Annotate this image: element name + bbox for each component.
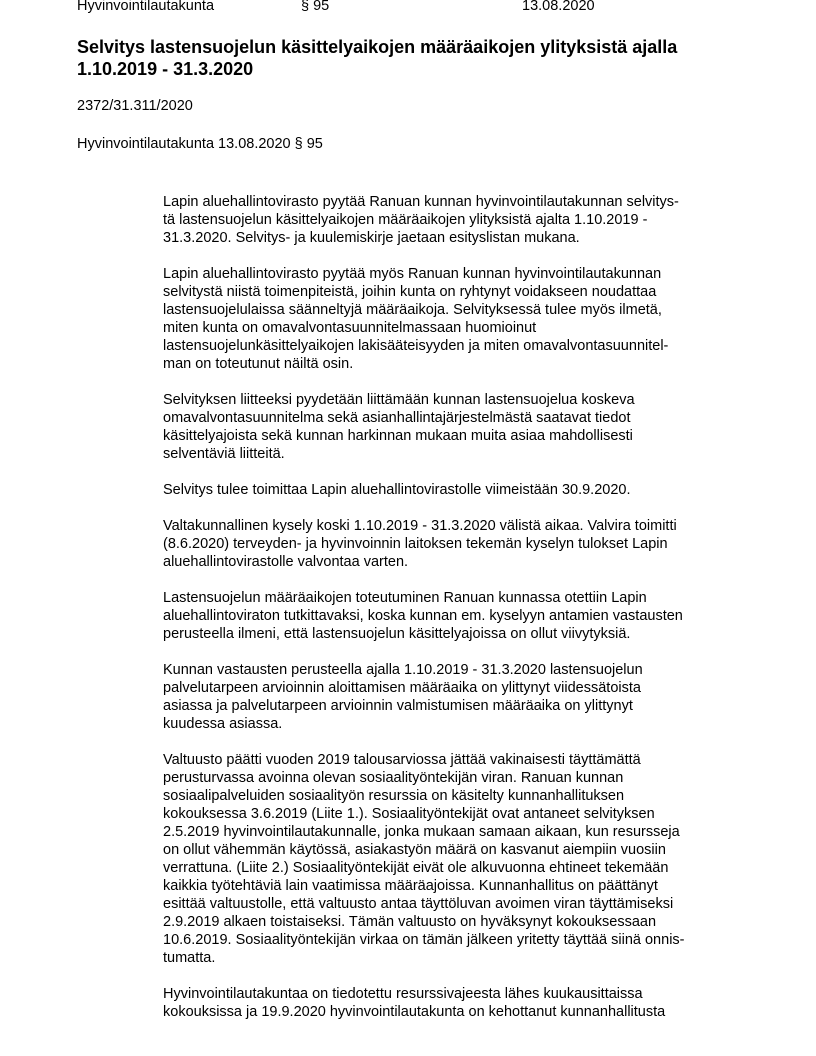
paragraph-line: 10.6.2019. Sosiaalityöntekijän virkaa on tämän jälkeen yritetty täyttää siinä onnis- [163,932,685,948]
paragraph-line: Lapin aluehallintovirasto pyytää Ranuan kunnan hyvinvointilautakunnan selvitys- [163,194,679,210]
paragraph-line: esittää valtuustolle, että valtuusto antaa täyttöluvan avoimen viran täyttämiseksi [163,896,674,912]
paragraph-line: perusteella ilmeni, että lastensuojelun käsittelyajoissa on ollut viivytyksiä. [163,626,631,642]
paragraph-line: asiassa ja palvelutarpeen arvioinnin valmistumisen määräaika on ylittynyt [163,698,633,714]
paragraph-line: aluehallintoviraton tutkittavaksi, koska kunnan em. kyselyyn antamien vastausten [163,608,683,624]
body-paragraph [163,265,763,373]
paragraph-line: lastensuojelulaissa säänneltyjä määräaikoja. Selvityksessä tulee myös ilmetä, [163,302,662,318]
paragraph-line: tä lastensuojelun käsittelyaikojen määräaikojen ylityksistä ajalta 1.10.2019 - [163,212,648,228]
meeting-reference: Hyvinvointilautakunta 13.08.2020 § 95 [77,136,323,152]
body-paragraph [163,481,763,499]
paragraph-line: kokouksissa ja 19.9.2020 hyvinvointilautakunta on kehottanut kunnanhallitusta [163,1004,666,1020]
paragraph-line: Lapin aluehallintovirasto pyytää myös Ranuan kunnan hyvinvointilautakunnan [163,266,662,282]
document-body [163,193,763,1039]
header-section: § 95 [301,0,330,14]
paragraph-line: selvitystä niistä toimenpiteistä, joihin kunta on ryhtynyt voidakseen noudattaa [163,284,657,300]
paragraph-line: selventäviä liitteitä. [163,446,285,462]
body-paragraph [163,751,763,967]
document-title [77,36,757,80]
paragraph-line: Hyvinvointilautakuntaa on tiedotettu resurssivajeesta lähes kuukausittaissa [163,986,643,1002]
paragraph-line: Selvityksen liitteeksi pyydetään liittämään kunnan lastensuojelua koskeva [163,392,635,408]
body-paragraph [163,517,763,571]
paragraph-line: miten kunta on omavalvontasuunnitelmassaan huomioinut [163,320,537,336]
body-paragraph [163,193,763,247]
title-line: Selvitys lastensuojelun käsittelyaikojen määräaikojen ylityksistä ajalla [77,37,678,57]
body-paragraph [163,589,763,643]
paragraph-line: lastensuojelunkäsittelyaikojen lakisääteisyyden ja miten omavalvontasuunnitel- [163,338,669,354]
paragraph-line: 31.3.2020. Selvitys- ja kuulemiskirje jaetaan esityslistan mukana. [163,230,580,246]
paragraph-line: (8.6.2020) terveyden- ja hyvinvoinnin laitoksen tekemän kyselyn tulokset Lapin [163,536,668,552]
paragraph-line: Selvitys tulee toimittaa Lapin aluehallintovirastolle viimeistään 30.9.2020. [163,482,631,498]
paragraph-line: man on toteutunut näiltä osin. [163,356,354,372]
paragraph-line: Lastensuojelun määräaikojen toteutuminen Ranuan kunnassa otettiin Lapin [163,590,647,606]
paragraph-line: omavalvontasuunnitelma sekä asianhallintajärjestelmästä saatavat tiedot [163,410,631,426]
body-paragraph [163,985,763,1021]
paragraph-line: 2.5.2019 hyvinvointilautakunnalle, jonka mukaan samaan aikaan, kun resursseja [163,824,680,840]
paragraph-line: aluehallintovirastolle valvontaa varten. [163,554,409,570]
header-body-name: Hyvinvointilautakunta [77,0,215,14]
paragraph-line: käsittelyajoista sekä kunnan harkinnan mukaan muita asiaa mahdollisesti [163,428,633,444]
paragraph-line: verrattuna. (Liite 2.) Sosiaalityöntekijät eivät ole alkuvuonna ehtineet tekemään [163,860,669,876]
paragraph-line: kuudessa asiassa. [163,716,283,732]
title-line: 1.10.2019 - 31.3.2020 [77,59,254,79]
header-date: 13.08.2020 [522,0,595,14]
body-paragraph [163,391,763,463]
paragraph-line: tumatta. [163,950,216,966]
paragraph-line: on ollut vähemmän käytössä, asiakastyön määrä on kasvanut aiempiin vuosiin [163,842,666,858]
paragraph-line: perusturvassa avoinna olevan sosiaalityöntekijän viran. Ranuan kunnan [163,770,624,786]
paragraph-line: kokouksessa 3.6.2019 (Liite 1.). Sosiaalityöntekijät ovat antaneet selvityksen [163,806,655,822]
document-number: 2372/31.311/2020 [77,98,193,114]
paragraph-line: palvelutarpeen arvioinnin aloittamisen määräaika on ylittynyt viidessätoista [163,680,641,696]
body-paragraph [163,661,763,733]
paragraph-line: 2.9.2019 alkaen toistaiseksi. Tämän valtuusto on hyväksynyt kokouksessaan [163,914,657,930]
paragraph-line: Valtuusto päätti vuoden 2019 talousarviossa jättää vakinaisesti täyttämättä [163,752,641,768]
paragraph-line: Kunnan vastausten perusteella ajalla 1.10.2019 - 31.3.2020 lastensuojelun [163,662,643,678]
paragraph-line: sosiaalipalveluiden sosiaalityön resurssia on käsitelty kunnanhallituksen [163,788,625,804]
page-header [77,0,777,18]
paragraph-line: kaikkia työtehtäviä lain vaatimissa määräajoissa. Kunnanhallitus on päättänyt [163,878,658,894]
paragraph-line: Valtakunnallinen kysely koski 1.10.2019 - 31.3.2020 välistä aikaa. Valvira toimitti [163,518,677,534]
